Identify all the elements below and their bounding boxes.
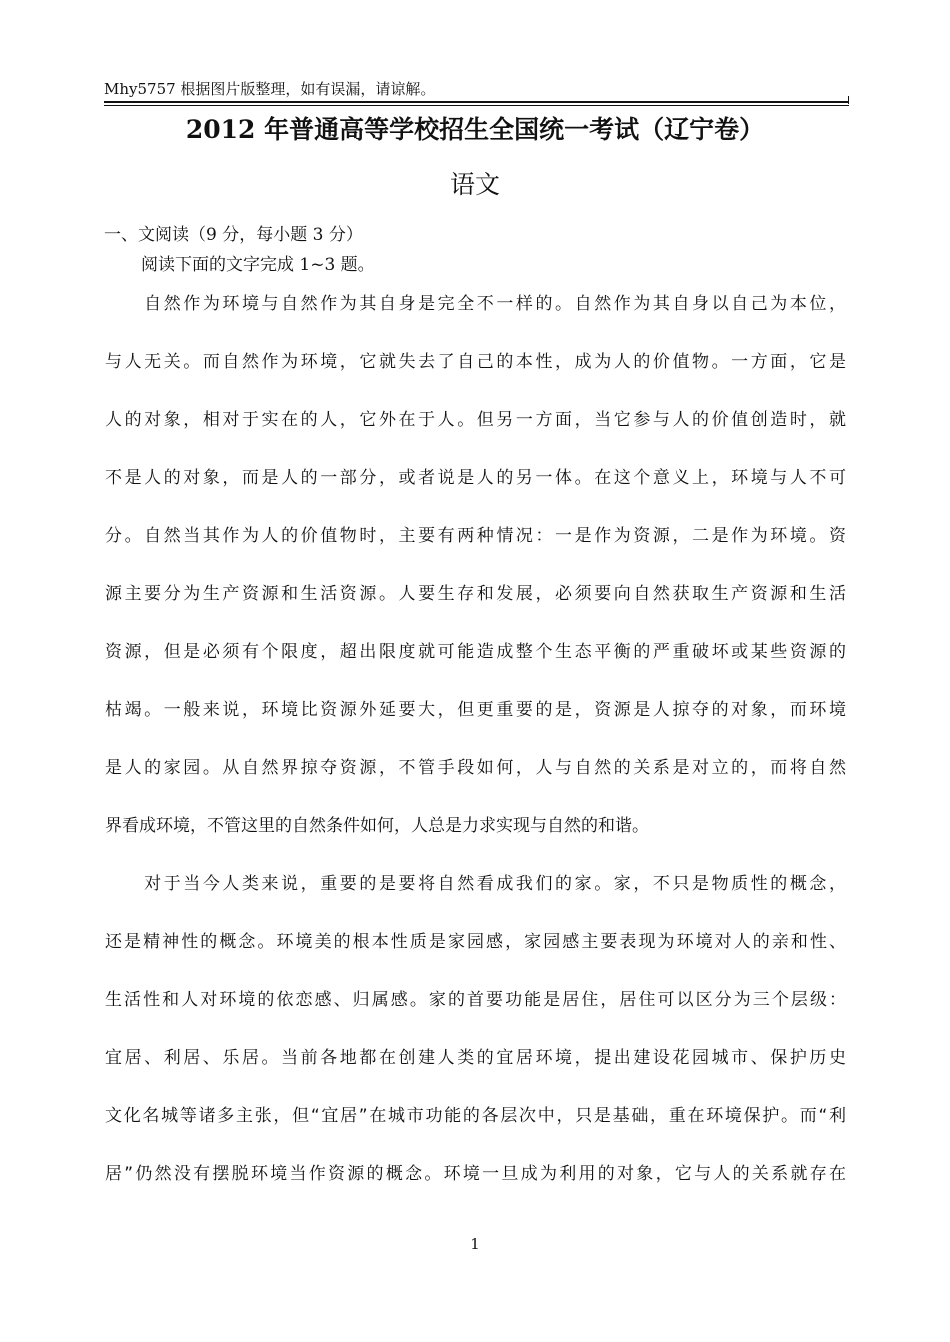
header-rule-thick (104, 101, 849, 103)
page-number: 1 (470, 1235, 480, 1253)
header-rule-end-tick (848, 96, 849, 104)
passage-line: 自然作为环境与自然作为其自身是完全不一样的。自然作为其自身以自己为本位， (105, 294, 846, 314)
passage-line: 人的对象，相对于实在的人，它外在于人。但另一方面，当它参与人的价值创造时，就 (105, 410, 846, 430)
passage-line: 是人的家园。从自然界掠夺资源，不管手段如何，人与自然的关系是对立的，而将自然 (105, 758, 846, 778)
passage-line: 源主要分为生产资源和生活资源。人要生存和发展，必须要向自然获取生产资源和生活 (105, 584, 846, 604)
passage-line: 宜居、利居、乐居。当前各地都在创建人类的宜居环境，提出建设花园城市、保护历史 (105, 1048, 846, 1068)
header-rule-thin (104, 105, 849, 106)
exam-title: 2012 年普通高等学校招生全国统一考试（辽宁卷） (185, 115, 765, 144)
section-heading: 一、文阅读（9 分，每小题 3 分） (104, 225, 363, 245)
passage-line: 不是人的对象，而是人的一部分，或者说是人的另一体。在这个意义上，环境与人不可 (105, 468, 846, 488)
passage-line: 分。自然当其作为人的价值物时，主要有两种情况：一是作为资源，二是作为环境。资 (105, 526, 846, 546)
passage-line: 对于当今人类来说，重要的是要将自然看成我们的家。家，不只是物质性的概念， (105, 874, 846, 894)
passage-line: 与人无关。而自然作为环境，它就失去了自己的本性，成为人的价值物。一方面，它是 (105, 352, 846, 372)
header-note: Mhy5757 根据图片版整理，如有误漏，请谅解。 (104, 80, 436, 98)
passage-line: 枯竭。一般来说，环境比资源外延要大，但更重要的是，资源是人掠夺的对象，而环境 (105, 700, 846, 720)
passage-line: 居”仍然没有摆脱环境当作资源的概念。环境一旦成为利用的对象，它与人的关系就存在 (105, 1164, 846, 1184)
section-instruction: 阅读下面的文字完成 1~3 题。 (141, 255, 375, 275)
passage-line: 生活性和人对环境的依恋感、归属感。家的首要功能是居住，居住可以区分为三个层级： (105, 990, 846, 1010)
subject-title: 语文 (449, 170, 500, 199)
passage-line: 文化名城等诸多主张，但“宜居”在城市功能的各层次中，只是基础，重在环境保护。而“利 (105, 1106, 846, 1126)
passage-line: 界看成环境，不管这里的自然条件如何，人总是力求实现与自然的和谐。 (105, 816, 649, 836)
passage-line: 资源，但是必须有个限度，超出限度就可能造成整个生态平衡的严重破坏或某些资源的 (105, 642, 846, 662)
passage-line: 还是精神性的概念。环境美的根本性质是家园感，家园感主要表现为环境对人的亲和性、 (105, 932, 846, 952)
